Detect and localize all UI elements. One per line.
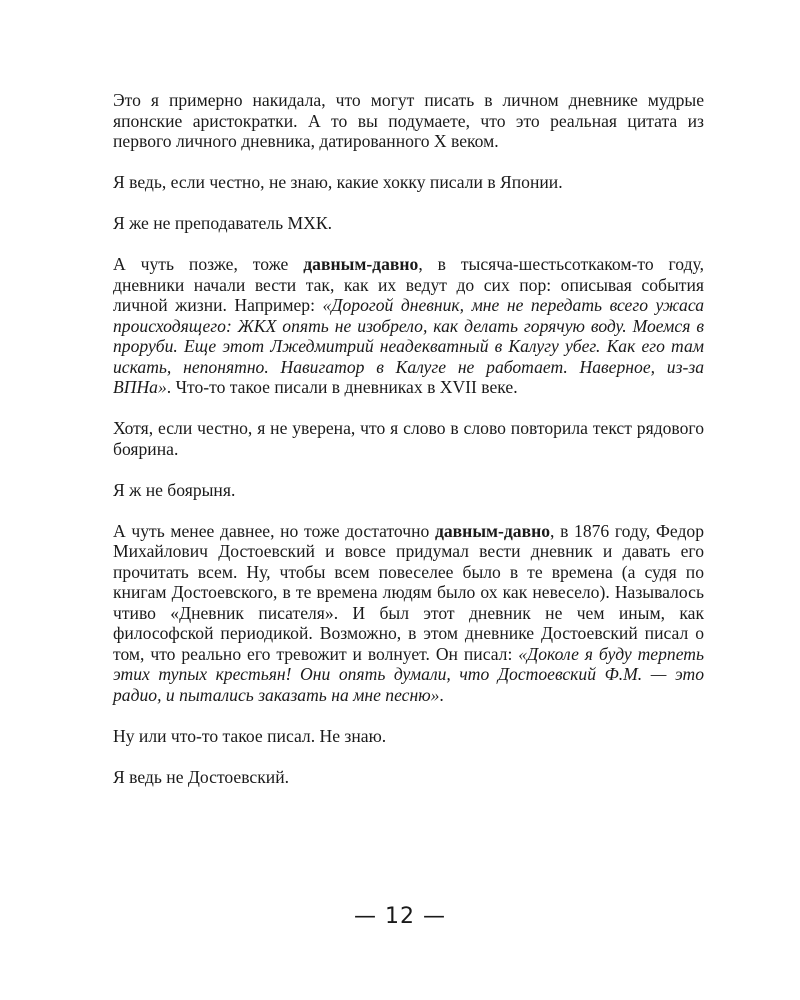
paragraph-7-text-c: . [439,684,444,705]
paragraph-7-quote: «Доколе я буду терпеть этих тупых крестьян! Они опять думали, что Достоевский Ф.М. — это радио, и пытались заказать на мне песню» [113,643,704,705]
paragraph-6: Я ж не боярыня. [113,479,236,500]
page-number: — 12 — [354,904,446,929]
page-body [113,90,704,808]
paragraph-3: Я же не преподаватель МХК. [113,213,332,233]
paragraph-8: Ну или что-то такое писал. Не знаю. [113,725,387,746]
paragraph-4-bold-phrase: давным-давно [303,254,419,274]
paragraph-7 [113,521,704,706]
paragraph-4-text-a: А чуть позже, тоже [113,254,304,274]
paragraph-7-bold-phrase: давным-давно [434,520,551,541]
paragraph-9: Я ведь не Достоевский. [113,766,290,787]
paragraph-7-text-b: , в 1876 году, Федор Михайлович Достоевский и вовсе придумал вести дневник и давать его прочитать всем. Ну, чтобы всем повеселее было в те времена (а судя по книгам Достоевского, в те времена людям было ох как невесело). Называлось чтиво «Дневник писателя». И был этот дневник не чем иным, как философской периодикой. Возможно, в этом дневнике Достоевский писал о том, что реально его тревожит и волнует. Он писал: [113,520,705,664]
paragraph-5: Хотя, если честно, я не уверена, что я слово в слово повторила текст рядового боярина. [113,418,704,459]
paragraph-4-quote: «Дорогой дневник, мне не передать всего ужаса происходящего: ЖКХ опять не изобрело, как делать горячую воду. Моемся в проруби. Еще этот Лжедмитрий неадекватный в Калугу убег. Как его там искать, непонятно. Навигатор в Калуге не работает. Наверное, из-за ВПНа» [113,295,704,397]
paragraph-1: Это я примерно накидала, что могут писать в личном дневнике мудрые японские аристократки. А то вы подумаете, что это реальная цитата из первого личного дневника, датированного X веком. [113,90,704,151]
paragraph-2: Я ведь, если честно, не знаю, какие хокку писали в Японии. [113,172,563,192]
paragraph-4-text-b: , в тысяча-шестьсоткаком-то году, дневники начали вести так, как их ведут до сих пор: описывая события личной жизни. Например: [113,254,704,315]
paragraph-7-text-a: А чуть менее давнее, но тоже достаточно [113,520,435,541]
paragraph-4 [113,254,704,398]
paragraph-4-text-c: . Что-то такое писали в дневниках в XVII веке. [166,377,518,397]
